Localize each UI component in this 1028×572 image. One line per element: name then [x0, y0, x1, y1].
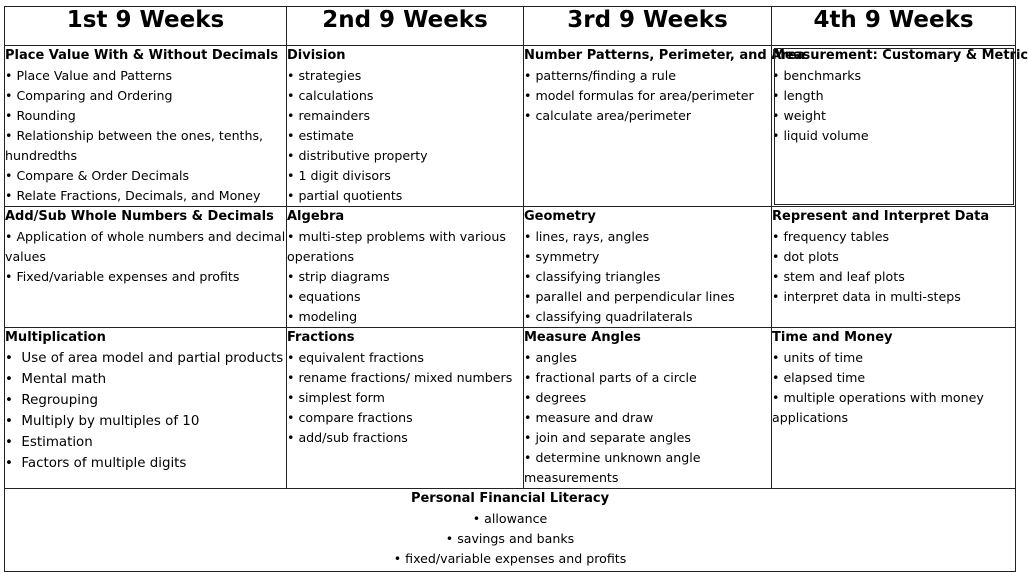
list-item: • calculate area/perimeter — [524, 106, 771, 126]
table-row — [5, 46, 1016, 207]
list-item: • savings and banks — [5, 529, 1015, 549]
list-item: • simplest form — [287, 388, 523, 408]
list-item: • Use of area model and partial products — [5, 348, 286, 369]
list-item: • dot plots — [772, 247, 1015, 267]
list-item: • symmetry — [524, 247, 771, 267]
list-item: • Mental math — [5, 369, 286, 390]
list-item: • degrees — [524, 388, 771, 408]
list-item: • model formulas for area/perimeter — [524, 86, 771, 106]
cell-financial-literacy — [5, 489, 1016, 572]
list-item: • compare fractions — [287, 408, 523, 428]
list-item: • fixed/variable expenses and profits — [5, 549, 1015, 569]
cell-represent-data — [772, 207, 1016, 328]
list-item: • allowance — [5, 509, 1015, 529]
list-item: • Multiply by multiples of 10 — [5, 411, 286, 432]
cell-add-sub — [5, 207, 287, 328]
list-item: • join and separate angles — [524, 428, 771, 448]
header-row — [5, 7, 1016, 46]
list-item: • Relate Fractions, Decimals, and Money — [5, 186, 286, 206]
topic-title: Number Patterns, Perimeter, and Area — [524, 48, 806, 63]
table-row — [5, 207, 1016, 328]
list-item: • classifying quadrilaterals — [524, 307, 771, 327]
list-item: • elapsed time — [772, 368, 1015, 388]
list-item: • Estimation — [5, 432, 286, 453]
list-item: • equations — [287, 287, 523, 307]
cell-division — [287, 46, 524, 207]
list-item: • determine unknown angle measurements — [524, 448, 771, 488]
topic-title: Algebra — [287, 209, 345, 224]
topic-title: Geometry — [524, 209, 596, 224]
topic-title: Add/Sub Whole Numbers & Decimals — [5, 209, 274, 224]
list-item: • liquid volume — [772, 126, 1015, 146]
topic-title: Division — [287, 48, 346, 63]
list-item: • Place Value and Patterns — [5, 66, 286, 86]
list-item: • benchmarks — [772, 66, 1015, 86]
topic-title: Personal Financial Literacy — [410, 491, 610, 506]
header-1st-9-weeks: 1st 9 Weeks — [5, 7, 287, 46]
curriculum-table — [4, 6, 1028, 572]
list-item: • partial quotients — [287, 186, 523, 206]
list-item: • parallel and perpendicular lines — [524, 287, 771, 307]
cell-multiplication — [5, 328, 287, 489]
cell-place-value — [5, 46, 287, 207]
list-item: • Fixed/variable expenses and profits — [5, 267, 286, 287]
cell-fractions — [287, 328, 524, 489]
list-item: • add/sub fractions — [287, 428, 523, 448]
list-item: • Rounding — [5, 106, 286, 126]
cell-measure-angles — [524, 328, 772, 489]
list-item: • interpret data in multi-steps — [772, 287, 1015, 307]
list-item: • weight — [772, 106, 1015, 126]
cell-algebra — [287, 207, 524, 328]
list-item: • 1 digit divisors — [287, 166, 523, 186]
list-item: • distributive property — [287, 146, 523, 166]
list-item: • multiple operations with money applications — [772, 388, 1015, 428]
topic-title: Measurement: Customary & Metric — [772, 48, 1028, 63]
list-item: • calculations — [287, 86, 523, 106]
list-item: • classifying triangles — [524, 267, 771, 287]
list-item: • Relationship between the ones, tenths, hundredths — [5, 126, 286, 166]
list-item: • fractional parts of a circle — [524, 368, 771, 388]
list-item: • Regrouping — [5, 390, 286, 411]
list-item: • Application of whole numbers and decimal values — [5, 227, 286, 267]
list-item: • measure and draw — [524, 408, 771, 428]
list-item: • Factors of multiple digits — [5, 453, 286, 474]
list-item: • frequency tables — [772, 227, 1015, 247]
list-item: • stem and leaf plots — [772, 267, 1015, 287]
table-row — [5, 489, 1016, 572]
cell-time-and-money — [772, 328, 1016, 489]
header-2nd-9-weeks: 2nd 9 Weeks — [287, 7, 524, 46]
header-4th-9-weeks: 4th 9 Weeks — [772, 7, 1016, 46]
topic-title: Multiplication — [5, 330, 106, 345]
topic-title: Measure Angles — [524, 330, 641, 345]
cell-geometry — [524, 207, 772, 328]
topic-title: Fractions — [287, 330, 355, 345]
list-item: • modeling — [287, 307, 523, 327]
topic-title: Time and Money — [772, 330, 893, 345]
list-item: • angles — [524, 348, 771, 368]
topic-title: Place Value With & Without Decimals — [5, 48, 279, 63]
list-item: • patterns/finding a rule — [524, 66, 771, 86]
list-item: • units of time — [772, 348, 1015, 368]
list-item: • equivalent fractions — [287, 348, 523, 368]
list-item: • estimate — [287, 126, 523, 146]
table-row — [5, 328, 1016, 489]
list-item: • Comparing and Ordering — [5, 86, 286, 106]
header-3rd-9-weeks: 3rd 9 Weeks — [524, 7, 772, 46]
list-item: • strip diagrams — [287, 267, 523, 287]
topic-title: Represent and Interpret Data — [772, 209, 990, 224]
list-item: • multi-step problems with various operations — [287, 227, 523, 267]
list-item: • lines, rays, angles — [524, 227, 771, 247]
list-item: • Compare & Order Decimals — [5, 166, 286, 186]
list-item: • rename fractions/ mixed numbers — [287, 368, 523, 388]
list-item: • length — [772, 86, 1015, 106]
cell-measurement — [772, 46, 1028, 207]
list-item: • remainders — [287, 106, 523, 126]
list-item: • strategies — [287, 66, 523, 86]
